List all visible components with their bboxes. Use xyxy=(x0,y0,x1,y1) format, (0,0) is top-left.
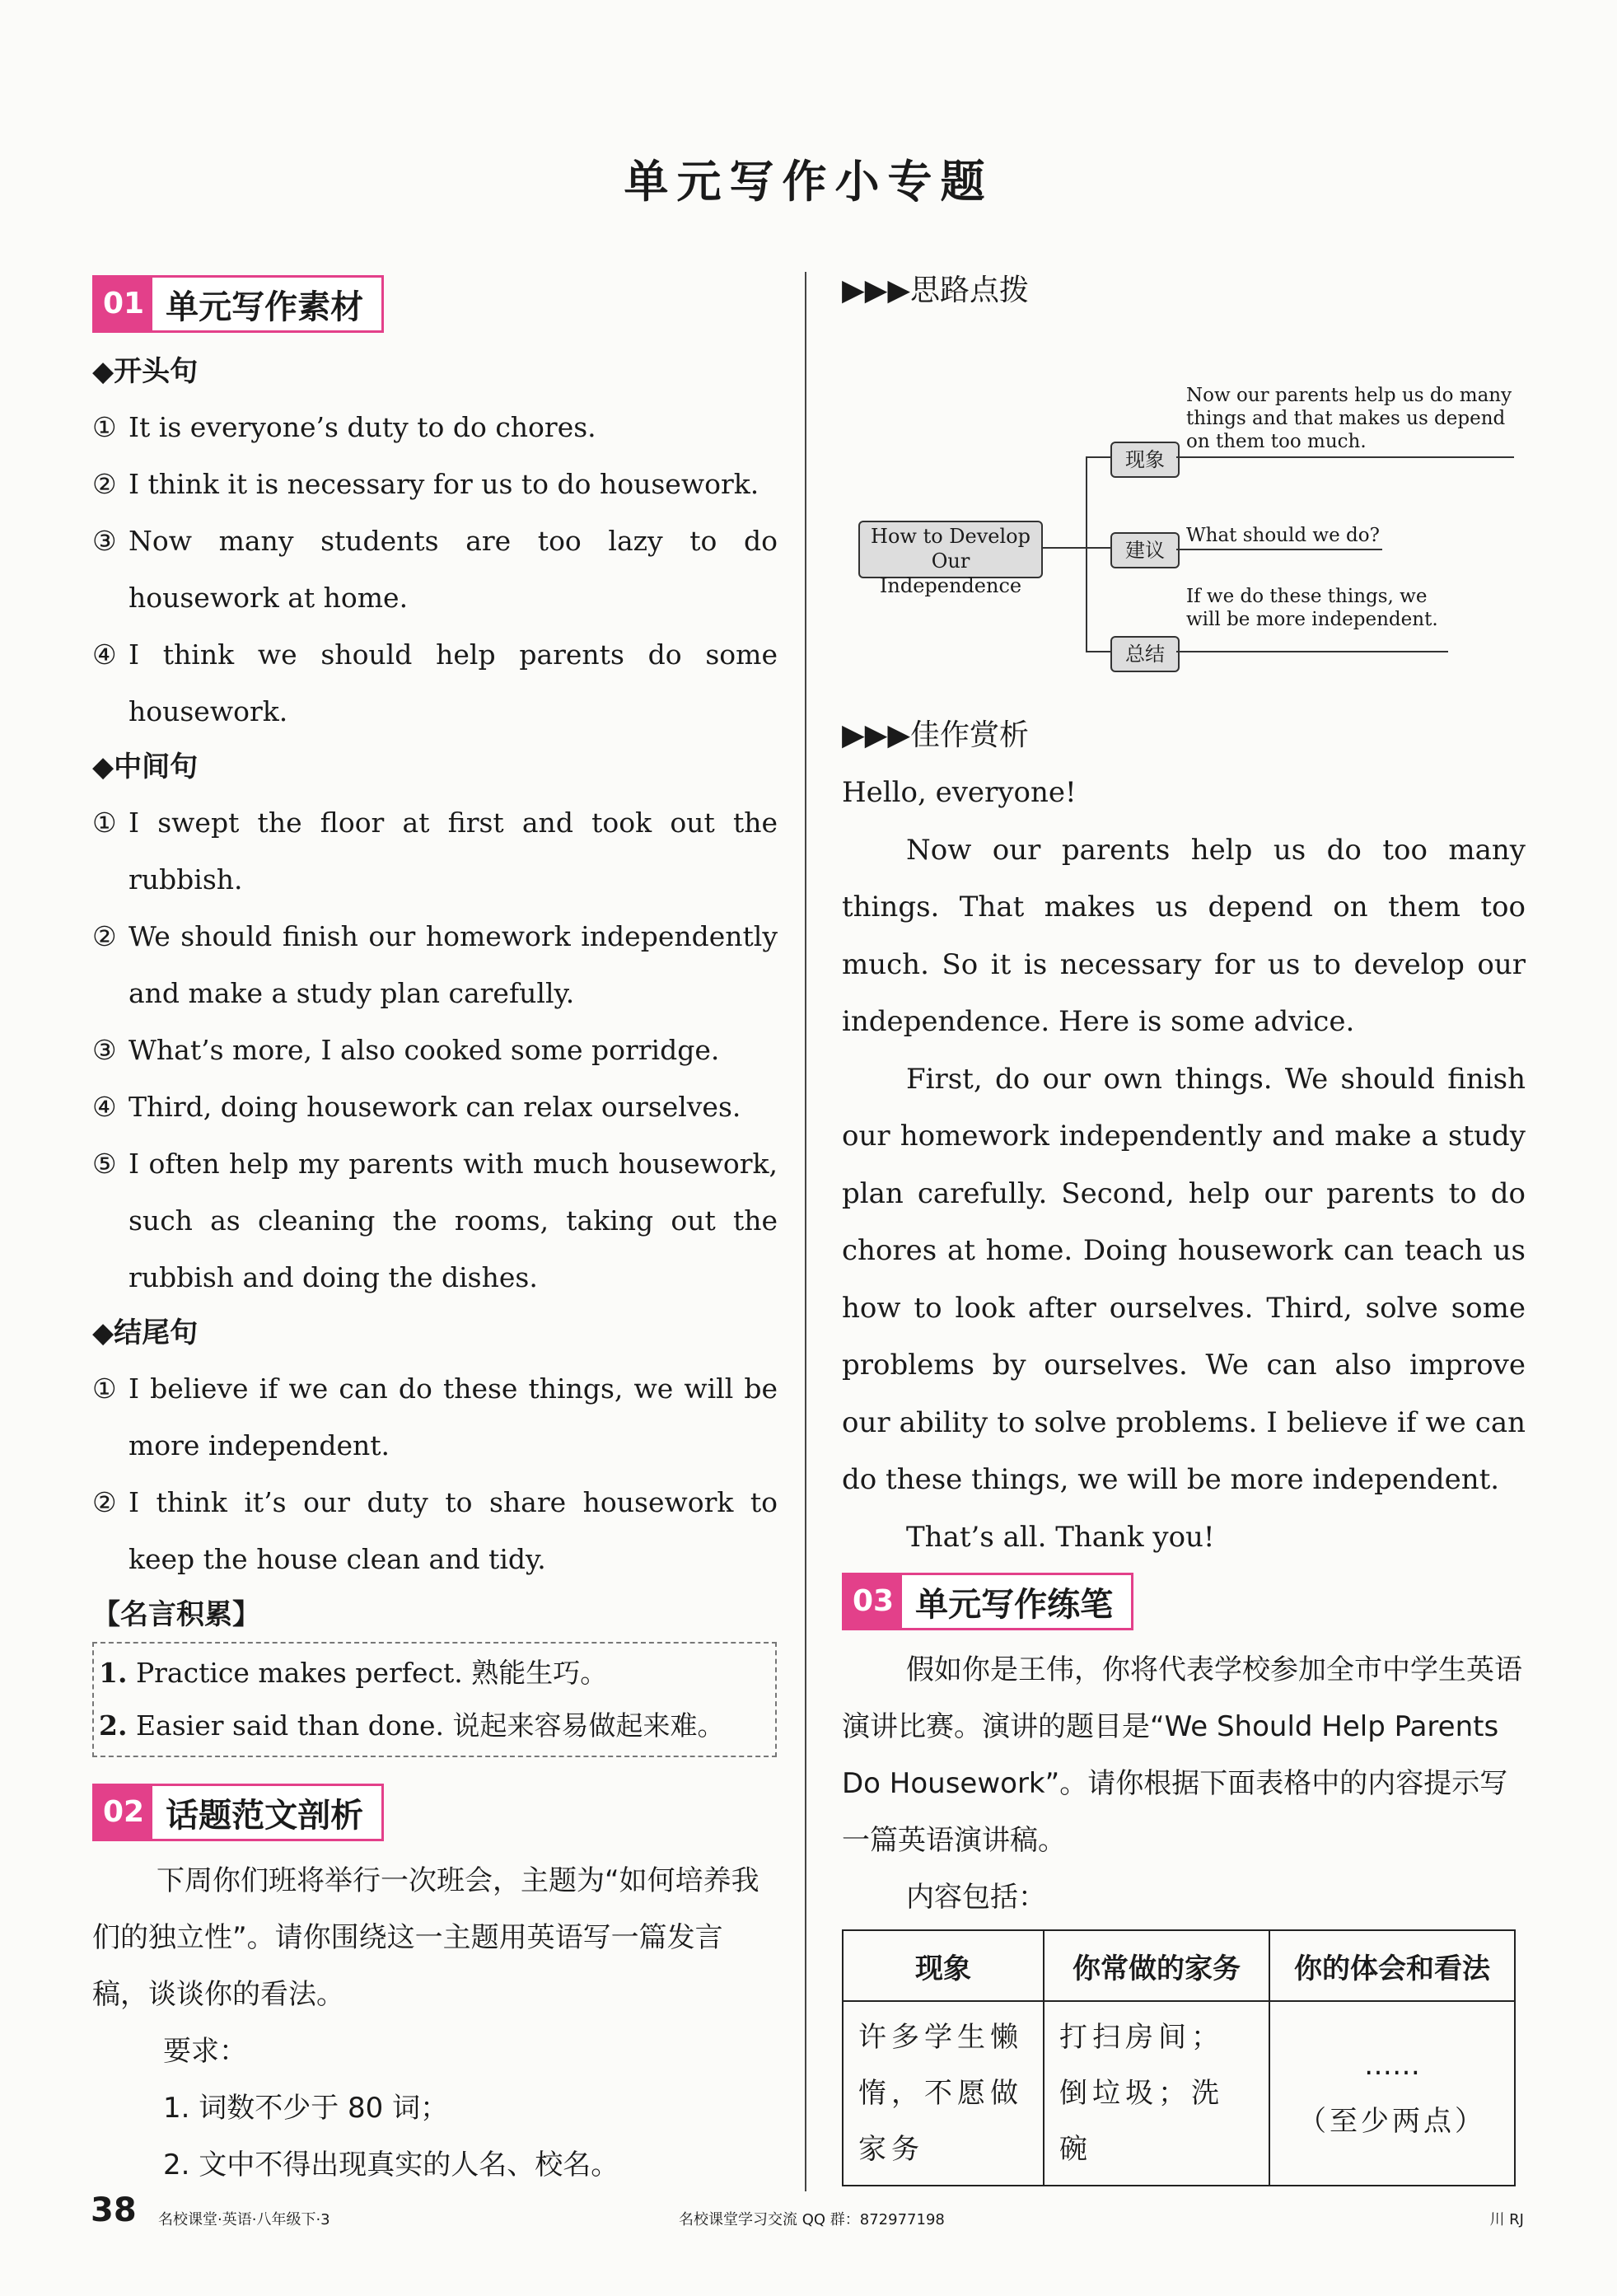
list-item: ③ What’s more, I also cooked some porridge. xyxy=(92,1034,720,1066)
list-item: ② I think it’s our duty to share housework to keep the house clean and tidy. xyxy=(92,1486,778,1575)
quotes-heading: 【名言积累】 xyxy=(92,1598,260,1631)
branch-line xyxy=(1176,549,1382,550)
opening-sentences-heading: ◆开头句 xyxy=(92,355,199,388)
quote-line: 2. Easier said than done. 说起来容易做起来难。 xyxy=(99,1709,725,1742)
section-header-03 xyxy=(842,1573,1133,1630)
table-cell: 许多学生懒惰，不愿做家务 xyxy=(843,2001,1044,2186)
topic-prompt: 下周你们班将举行一次班会，主题为“如何培养我们的独立性”。请你围绕这一主题用英语写一篇发言稿，谈谈你的看法。 xyxy=(92,1864,759,2011)
section-title: 话题范文剖析 xyxy=(166,1796,364,1835)
section-number: 02 xyxy=(95,1786,152,1839)
table-header: 你的体会和看法 xyxy=(1269,1930,1515,2001)
section-number: 03 xyxy=(844,1575,902,1628)
list-item: ② I think it is necessary for us to do housework. xyxy=(92,468,759,500)
section-header-01 xyxy=(92,275,384,333)
branch-line xyxy=(1176,651,1448,652)
writing-prompt: 假如你是王伟，你将代表学校参加全市中学生英语演讲比赛。演讲的题目是“We Should Help Parents Do Housework”。请你根据下面表格中的内容提示写一篇英语演讲稿。 xyxy=(842,1653,1522,1857)
table-cell: 打扫房间；倒垃圾；洗碗 xyxy=(1044,2001,1269,2186)
book-info: 名校课堂·英语·八年级下·3 xyxy=(158,2211,330,2228)
table-header: 现象 xyxy=(843,1930,1044,2001)
qq-group: 名校课堂学习交流 QQ 群：872977198 xyxy=(679,2211,945,2228)
branch-text: Now our parents help us do many things and that makes us depend on them too much. xyxy=(1186,385,1512,452)
content-heading: 内容包括： xyxy=(906,1881,1046,1914)
page-title: 单元写作小专题 xyxy=(624,156,993,208)
edition-label: 川 RJ xyxy=(1489,2211,1524,2228)
mind-map xyxy=(842,320,1526,707)
writing-task-table xyxy=(842,1929,1516,2186)
column-divider xyxy=(805,272,806,2191)
ending-sentences-heading: ◆结尾句 xyxy=(92,1316,199,1349)
footer xyxy=(91,2191,1524,2241)
branch-text: What should we do? xyxy=(1186,525,1380,546)
connector xyxy=(1086,547,1110,549)
list-item: ② We should finish our homework independently and make a study plan carefully. xyxy=(92,920,778,1009)
table-header: 你常做的家务 xyxy=(1044,1930,1269,2001)
quotes-box xyxy=(92,1642,777,1757)
branch-tag: 现象 xyxy=(1110,442,1180,478)
connector xyxy=(1086,651,1110,652)
connector xyxy=(1086,456,1110,458)
list-item: ① It is everyone’s duty to do chores. xyxy=(92,411,596,443)
essay-paragraph: First, do our own things. We should finish our homework independently and make a study plan carefully. Second, help our parents to do chores at home. Doing housework can teach us how to look after ourselves. Third, solve some problems by ourselves. We can also improve our ability to solve problems. I believe if we can do these things, we will be more independent. xyxy=(842,1062,1526,1496)
requirement-item: 2. 文中不得出现真实的人名、校名。 xyxy=(163,2149,619,2181)
mind-map-center: How to Develop Our Independence xyxy=(858,521,1043,578)
section-title: 单元写作练笔 xyxy=(915,1585,1114,1624)
requirement-item: 1. 词数不少于 80 词； xyxy=(163,2092,449,2125)
right-column xyxy=(842,262,1526,2186)
essay-paragraph: Now our parents help us do too many things. That makes us depend on them too much. So it is necessary for us to develop our independence. Here is some advice. xyxy=(842,833,1526,1038)
branch-tag: 建议 xyxy=(1110,532,1180,568)
essay-greeting: Hello, everyone! xyxy=(842,776,1077,809)
list-item: ③ Now many students are too lazy to do housework at home. xyxy=(92,525,778,614)
thinking-heading: ▶▶▶思路点拨 xyxy=(842,274,1030,307)
branch-line xyxy=(1176,456,1514,458)
sample-heading: ▶▶▶佳作赏析 xyxy=(842,718,1030,752)
list-item: ① I believe if we can do these things, we will be more independent. xyxy=(92,1372,778,1461)
sample-essay xyxy=(842,765,1526,1566)
list-item: ① I swept the floor at first and took out the rubbish. xyxy=(92,807,778,895)
connector xyxy=(1041,547,1086,549)
middle-sentences-heading: ◆中间句 xyxy=(92,751,199,783)
quote-line: 1. Practice makes perfect. 熟能生巧。 xyxy=(99,1657,608,1689)
page-number: 38 xyxy=(91,2191,137,2229)
section-header-02 xyxy=(92,1784,384,1841)
requirements-heading: 要求： xyxy=(163,2035,247,2068)
list-item: ④ Third, doing housework can relax ourselves. xyxy=(92,1091,741,1123)
branch-tag: 总结 xyxy=(1110,636,1180,672)
section-title: 单元写作素材 xyxy=(166,288,364,326)
connector xyxy=(1086,456,1087,651)
branch-text: If we do these things, we will be more independent. xyxy=(1186,586,1438,630)
section-number: 01 xyxy=(95,278,152,330)
left-column xyxy=(92,272,778,2194)
list-item: ④ I think we should help parents do some housework. xyxy=(92,638,778,727)
table-cell: …… （至少两点） xyxy=(1269,2001,1515,2186)
essay-paragraph: That’s all. Thank you! xyxy=(906,1520,1215,1554)
list-item: ⑤ I often help my parents with much housework, such as cleaning the rooms, taking out the rubbish and doing the dishes. xyxy=(92,1148,778,1293)
